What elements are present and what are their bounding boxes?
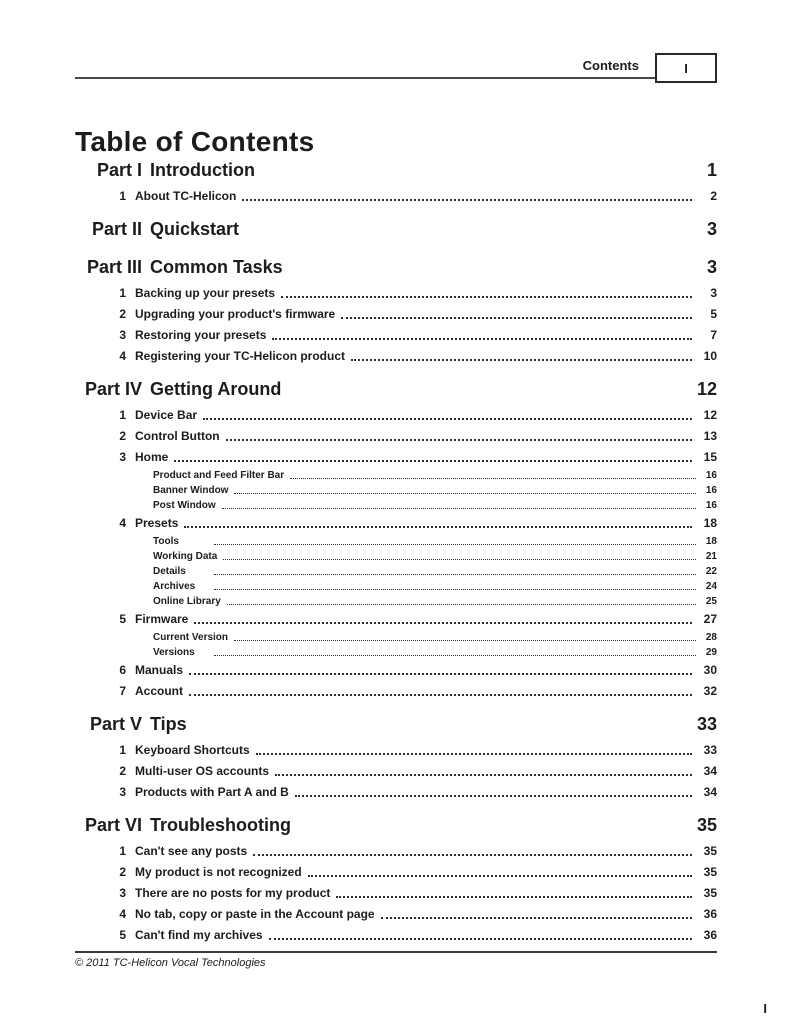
toc-subentry[interactable] xyxy=(75,484,717,497)
dot-leader xyxy=(174,460,692,462)
toc-entry[interactable] xyxy=(75,286,717,301)
toc-entry[interactable] xyxy=(75,844,717,859)
part-page-number: 35 xyxy=(696,815,717,835)
entry-number: 6 xyxy=(119,663,126,677)
entry-page-number: 7 xyxy=(710,328,717,342)
dot-leader xyxy=(253,854,692,856)
entry-label: Can't see any posts xyxy=(135,844,248,858)
dot-leader xyxy=(234,640,696,641)
part-title: Common Tasks xyxy=(150,257,283,277)
toc-entry[interactable] xyxy=(75,516,717,531)
dot-leader xyxy=(189,673,692,675)
dot-leader xyxy=(351,359,692,361)
dot-leader xyxy=(214,544,696,545)
entry-label: Device Bar xyxy=(135,408,198,422)
dot-leader xyxy=(184,526,692,528)
entry-label: Keyboard Shortcuts xyxy=(135,743,250,757)
entry-label: Products with Part A and B xyxy=(135,785,289,799)
subentry-page-number: 16 xyxy=(705,485,717,496)
part-title: Tips xyxy=(150,714,187,734)
toc-entry[interactable] xyxy=(75,663,717,678)
entry-label: Account xyxy=(135,684,183,698)
entry-number: 1 xyxy=(119,189,126,203)
entry-page-number: 18 xyxy=(703,516,717,530)
corner-page-marker: I xyxy=(763,1001,767,1016)
toc-entry[interactable] xyxy=(75,349,717,364)
dot-leader xyxy=(341,317,692,319)
entry-label: Upgrading your product's firmware xyxy=(135,307,336,321)
dot-leader xyxy=(227,604,696,605)
dot-leader xyxy=(189,694,692,696)
subentry-page-number: 25 xyxy=(705,596,717,607)
subentry-label: Product and Feed Filter Bar xyxy=(153,470,285,481)
entry-page-number: 5 xyxy=(710,307,717,321)
part-heading[interactable] xyxy=(75,217,717,241)
toc-entry[interactable] xyxy=(75,743,717,758)
entry-page-number: 15 xyxy=(703,450,717,464)
dot-leader xyxy=(203,418,692,420)
toc-subentry[interactable] xyxy=(75,499,717,512)
toc-subentry[interactable] xyxy=(75,631,717,644)
part-number: Part V xyxy=(89,714,142,734)
entry-label: Backing up your presets xyxy=(135,286,276,300)
subentry-page-number: 22 xyxy=(705,566,717,577)
dot-leader xyxy=(295,795,692,797)
part-page-number: 1 xyxy=(706,160,717,180)
toc-subentry[interactable] xyxy=(75,535,717,548)
subentry-page-number: 18 xyxy=(705,536,717,547)
subentry-label: Working Data xyxy=(153,551,218,562)
subentry-page-number: 28 xyxy=(705,632,717,643)
toc-entry[interactable] xyxy=(75,785,717,800)
subentry-label: Current Version xyxy=(153,632,229,643)
entry-label: No tab, copy or paste in the Account page xyxy=(135,907,375,921)
entry-label: There are no posts for my product xyxy=(135,886,331,900)
part-title: Quickstart xyxy=(150,219,240,239)
entry-number: 2 xyxy=(119,865,126,879)
entry-number: 1 xyxy=(119,743,126,757)
entry-number: 4 xyxy=(119,907,126,921)
part-page-number: 3 xyxy=(706,257,717,277)
page-title: Table of Contents xyxy=(75,125,315,157)
toc-entry[interactable] xyxy=(75,886,717,901)
toc-entry[interactable] xyxy=(75,450,717,465)
entry-number: 4 xyxy=(119,516,126,530)
dot-leader xyxy=(226,439,692,441)
toc-subentry[interactable] xyxy=(75,595,717,608)
part-heading[interactable] xyxy=(75,158,717,182)
entry-page-number: 27 xyxy=(703,612,717,626)
dot-leader xyxy=(222,508,696,509)
subentry-label: Details xyxy=(153,566,186,577)
entry-label: Registering your TC-Helicon product xyxy=(135,349,346,363)
subentry-page-number: 24 xyxy=(705,581,717,592)
table-of-contents xyxy=(75,148,717,946)
dot-leader xyxy=(381,917,692,919)
dot-leader xyxy=(290,478,696,479)
toc-entry[interactable] xyxy=(75,612,717,627)
footer-copyright: © 2011 TC-Helicon Vocal Technologies xyxy=(75,957,266,969)
toc-subentry[interactable] xyxy=(75,550,717,563)
toc-subentry[interactable] xyxy=(75,646,717,659)
header-page-marker: I xyxy=(684,60,688,76)
entry-number: 7 xyxy=(119,684,126,698)
toc-entry[interactable] xyxy=(75,328,717,343)
entry-number: 3 xyxy=(119,886,126,900)
dot-leader xyxy=(214,655,696,656)
toc-entry[interactable] xyxy=(75,684,717,699)
entry-label: My product is not recognized xyxy=(135,865,302,879)
subentry-label: Versions xyxy=(153,647,195,658)
toc-entry[interactable] xyxy=(75,429,717,444)
entry-number: 1 xyxy=(119,286,126,300)
part-number: Part II xyxy=(91,219,142,239)
toc-entry[interactable] xyxy=(75,865,717,880)
entry-page-number: 30 xyxy=(703,663,717,677)
dot-leader xyxy=(256,753,692,755)
entry-number: 2 xyxy=(119,429,126,443)
entry-label: Multi-user OS accounts xyxy=(135,764,270,778)
part-number: Part III xyxy=(86,257,142,277)
part-number: Part IV xyxy=(84,379,142,399)
entry-number: 4 xyxy=(119,349,126,363)
entry-page-number: 35 xyxy=(703,886,717,900)
subentry-label: Online Library xyxy=(153,596,221,607)
part-title: Introduction xyxy=(150,160,255,180)
entry-page-number: 3 xyxy=(710,286,717,300)
subentry-page-number: 29 xyxy=(705,647,717,658)
entry-number: 3 xyxy=(119,328,126,342)
dot-leader xyxy=(194,622,692,624)
subentry-label: Tools xyxy=(153,536,179,547)
toc-subentry[interactable] xyxy=(75,469,717,482)
subentry-page-number: 16 xyxy=(705,470,717,481)
part-title: Troubleshooting xyxy=(150,815,291,835)
entry-label: Presets xyxy=(135,516,179,530)
entry-page-number: 13 xyxy=(703,429,717,443)
page-header xyxy=(75,0,717,84)
subentry-page-number: 16 xyxy=(705,500,717,511)
entry-number: 3 xyxy=(119,785,126,799)
toc-entry[interactable] xyxy=(75,408,717,423)
part-heading[interactable] xyxy=(75,377,717,401)
entry-page-number: 12 xyxy=(703,408,717,422)
entry-label: Control Button xyxy=(135,429,220,443)
dot-leader xyxy=(272,338,692,340)
entry-page-number: 35 xyxy=(703,865,717,879)
dot-leader xyxy=(275,774,692,776)
dot-leader xyxy=(269,938,692,940)
toc-entry[interactable] xyxy=(75,928,717,943)
dot-leader xyxy=(308,875,692,877)
subentry-label: Archives xyxy=(153,581,196,592)
subentry-label: Banner Window xyxy=(153,485,229,496)
toc-subentry[interactable] xyxy=(75,565,717,578)
dot-leader xyxy=(234,493,696,494)
part-heading[interactable] xyxy=(75,255,717,279)
entry-page-number: 36 xyxy=(703,907,717,921)
subentry-page-number: 21 xyxy=(705,551,717,562)
dot-leader xyxy=(242,199,692,201)
page-footer xyxy=(75,951,717,969)
entry-number: 5 xyxy=(119,928,126,942)
part-page-number: 12 xyxy=(696,379,717,399)
entry-label: Manuals xyxy=(135,663,184,677)
header-section-label: Contents xyxy=(582,58,639,73)
dot-leader xyxy=(214,589,696,590)
toc-entry[interactable] xyxy=(75,907,717,922)
entry-page-number: 33 xyxy=(703,743,717,757)
entry-number: 3 xyxy=(119,450,126,464)
header-rule xyxy=(75,77,657,79)
part-number: Part I xyxy=(96,160,142,180)
entry-number: 1 xyxy=(119,844,126,858)
subentry-label: Post Window xyxy=(153,500,216,511)
toc-entry[interactable] xyxy=(75,307,717,322)
dot-leader xyxy=(223,559,696,560)
dot-leader xyxy=(281,296,692,298)
entry-label: Restoring your presets xyxy=(135,328,267,342)
part-heading[interactable] xyxy=(75,712,717,736)
entry-label: Can't find my archives xyxy=(135,928,263,942)
toc-entry[interactable] xyxy=(75,764,717,779)
toc-entry[interactable] xyxy=(75,189,717,204)
part-number: Part VI xyxy=(84,815,142,835)
part-page-number: 3 xyxy=(706,219,717,239)
entry-page-number: 32 xyxy=(703,684,717,698)
entry-number: 2 xyxy=(119,764,126,778)
dot-leader xyxy=(336,896,692,898)
entry-number: 5 xyxy=(119,612,126,626)
entry-number: 1 xyxy=(119,408,126,422)
entry-label: Home xyxy=(135,450,169,464)
dot-leader xyxy=(214,574,696,575)
part-page-number: 33 xyxy=(696,714,717,734)
part-heading[interactable] xyxy=(75,813,717,837)
entry-page-number: 2 xyxy=(710,189,717,203)
entry-page-number: 34 xyxy=(703,785,717,799)
entry-page-number: 36 xyxy=(703,928,717,942)
entry-label: About TC-Helicon xyxy=(135,189,237,203)
entry-number: 2 xyxy=(119,307,126,321)
header-page-box xyxy=(655,53,717,83)
entry-label: Firmware xyxy=(135,612,189,626)
entry-page-number: 10 xyxy=(703,349,717,363)
toc-subentry[interactable] xyxy=(75,580,717,593)
entry-page-number: 34 xyxy=(703,764,717,778)
part-title: Getting Around xyxy=(150,379,282,399)
entry-page-number: 35 xyxy=(703,844,717,858)
